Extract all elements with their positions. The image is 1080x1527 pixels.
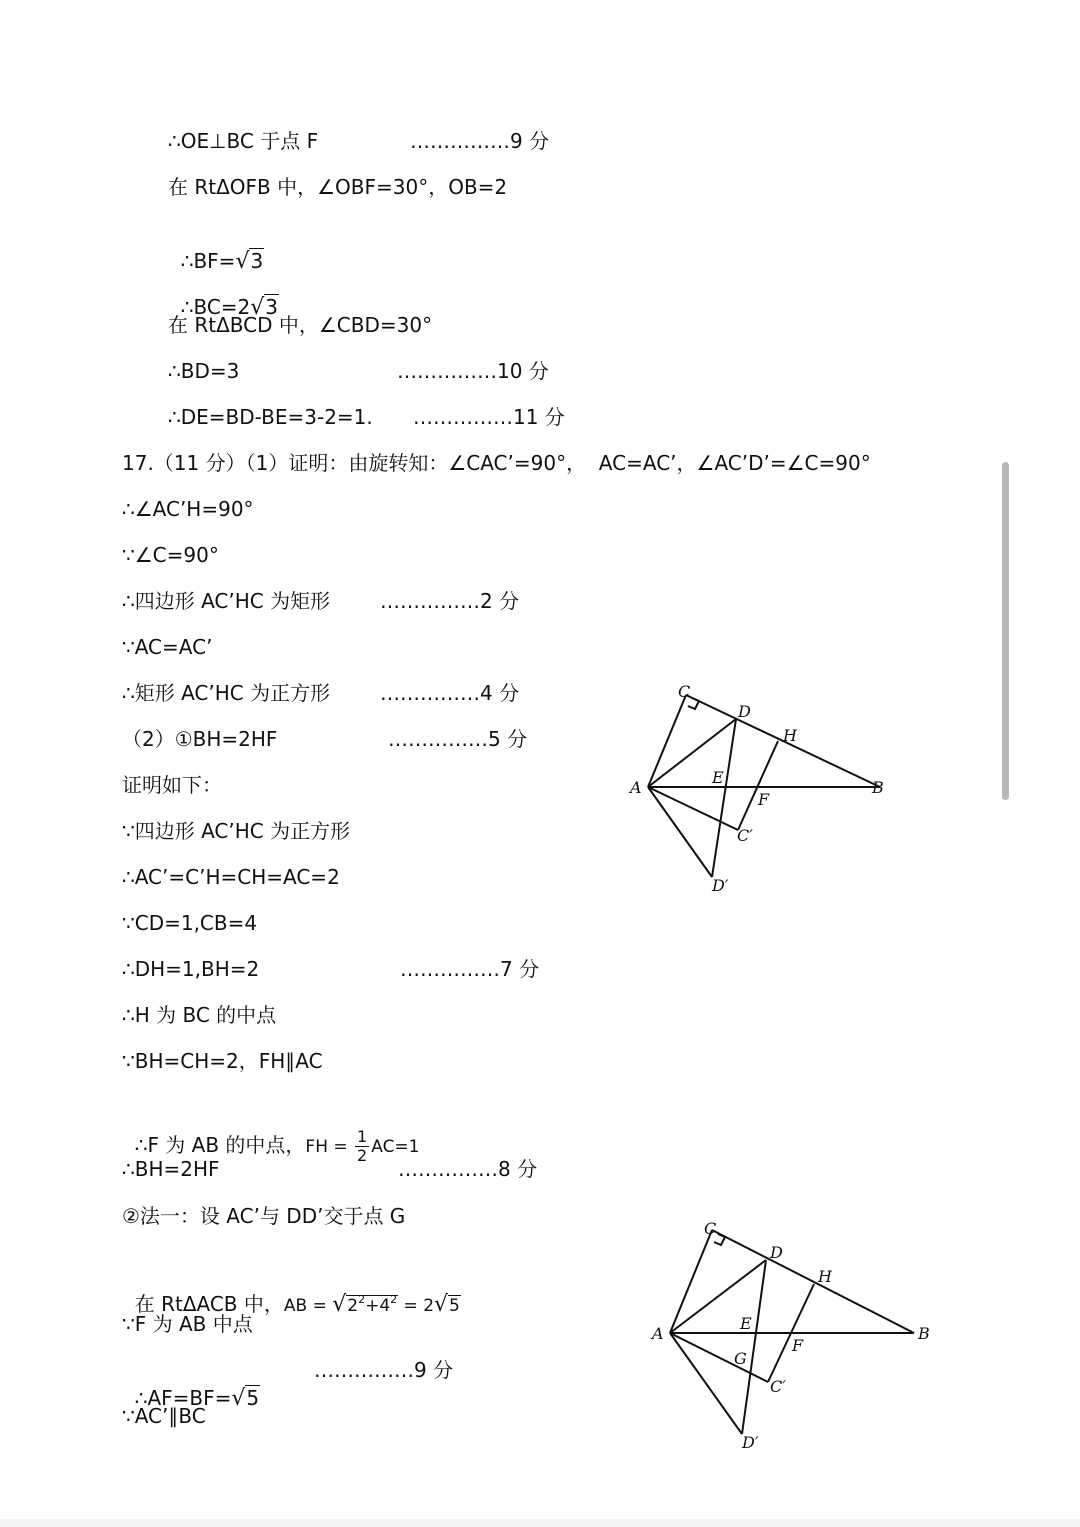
geometry-figure-2: [640, 1210, 940, 1455]
label-D-prime: D′: [712, 876, 729, 895]
label-F: F: [758, 790, 770, 809]
vertical-scrollbar[interactable]: [1002, 462, 1009, 800]
proof-line: ∵∠C=90°: [122, 543, 219, 567]
score-mark: ……………9 分: [410, 129, 550, 153]
expr-text: AC=1: [371, 1137, 420, 1157]
proof-line: （2）①BH=2HF: [122, 727, 278, 751]
expr-text: ∴F 为 AB 的中点，: [134, 1133, 306, 1157]
label-D: D: [738, 702, 751, 721]
proof-line: ∴BH=2HF: [122, 1157, 220, 1181]
proof-line: ∴DH=1,BH=2: [122, 957, 260, 981]
expr-text: ∴BC=2: [180, 295, 251, 319]
label-D-prime: D′: [742, 1433, 759, 1452]
proof-line: ∴矩形 AC’HC 为正方形: [122, 681, 331, 705]
proof-line: ∵BH=CH=2，FH∥AC: [122, 1049, 323, 1073]
label-C-prime: C′: [737, 826, 753, 845]
expr-text: FH =: [305, 1137, 354, 1157]
score-mark: ……………8 分: [398, 1157, 538, 1181]
label-C: C: [678, 682, 691, 701]
label-B: B: [918, 1324, 930, 1343]
proof-line: ∴OE⊥BC 于点 F: [168, 129, 319, 153]
proof-line: ∴AC’=C’H=CH=AC=2: [122, 865, 340, 889]
score-mark: ……………10 分: [397, 359, 549, 383]
label-H: H: [818, 1267, 832, 1286]
score-mark: ……………4 分: [380, 681, 520, 705]
sqrt-5: √5: [231, 1386, 260, 1411]
score-mark: ……………7 分: [400, 957, 540, 981]
label-F: F: [792, 1336, 804, 1355]
expr-text: AB =: [283, 1296, 333, 1316]
score-mark: ……………5 分: [388, 727, 528, 751]
expr-text: 在 RtΔACB 中，: [134, 1292, 284, 1316]
problem-header: 17.（11 分）（1）证明：由旋转知：∠CAC’=90°， AC=AC’，∠AC’D’=∠C=90°: [122, 451, 871, 475]
proof-line: ∴DE=BD-BE=3-2=1.: [168, 405, 373, 429]
sqrt-expression: $√2^2+4^2$: [332, 1292, 398, 1317]
expr-text: = 2: [398, 1296, 435, 1316]
expr-text: ∴BF=: [180, 249, 236, 273]
proof-line: ∵AC=AC’: [122, 635, 213, 659]
label-B: B: [872, 778, 884, 797]
proof-line: ∵AC’∥BC: [122, 1404, 206, 1428]
proof-line: ∴∠AC’H=90°: [122, 497, 254, 521]
page-bottom-edge: [0, 1519, 1080, 1527]
proof-line: ∴BD=3: [168, 359, 240, 383]
label-E: E: [712, 768, 724, 787]
label-A: A: [652, 1324, 664, 1343]
proof-line: 在 RtΔBCD 中，∠CBD=30°: [168, 313, 433, 337]
sqrt-3: √3: [235, 249, 264, 274]
label-H: H: [783, 726, 797, 745]
proof-line: ∵四边形 AC’HC 为正方形: [122, 819, 351, 843]
sqrt-5: √5: [434, 1292, 460, 1317]
expr-text: ∴AF=BF=: [134, 1386, 232, 1410]
proof-line: ∴四边形 AC’HC 为矩形: [122, 589, 331, 613]
proof-line: 证明如下：: [122, 773, 222, 797]
label-C: C: [704, 1219, 717, 1238]
sqrt-3: √3: [250, 295, 279, 320]
label-A: A: [630, 778, 642, 797]
score-mark: ……………2 分: [380, 589, 520, 613]
proof-line: ∵CD=1,CB=4: [122, 911, 258, 935]
proof-line: ∴H 为 BC 的中点: [122, 1003, 277, 1027]
proof-line: 在 RtΔOFB 中，∠OBF=30°，OB=2: [168, 175, 508, 199]
fraction-half: $\frac{1}{2}$: [357, 1127, 368, 1165]
label-G: G: [734, 1349, 747, 1368]
label-C-prime: C′: [770, 1377, 786, 1396]
score-mark: ……………9 分: [314, 1358, 454, 1382]
label-D: D: [770, 1243, 783, 1262]
proof-line: ∵F 为 AB 中点: [122, 1312, 253, 1336]
proof-line: ②法一：设 AC’与 DD’交于点 G: [122, 1204, 406, 1228]
label-E: E: [740, 1314, 752, 1333]
score-mark: ……………11 分: [413, 405, 565, 429]
geometry-figure-1: [620, 675, 900, 900]
